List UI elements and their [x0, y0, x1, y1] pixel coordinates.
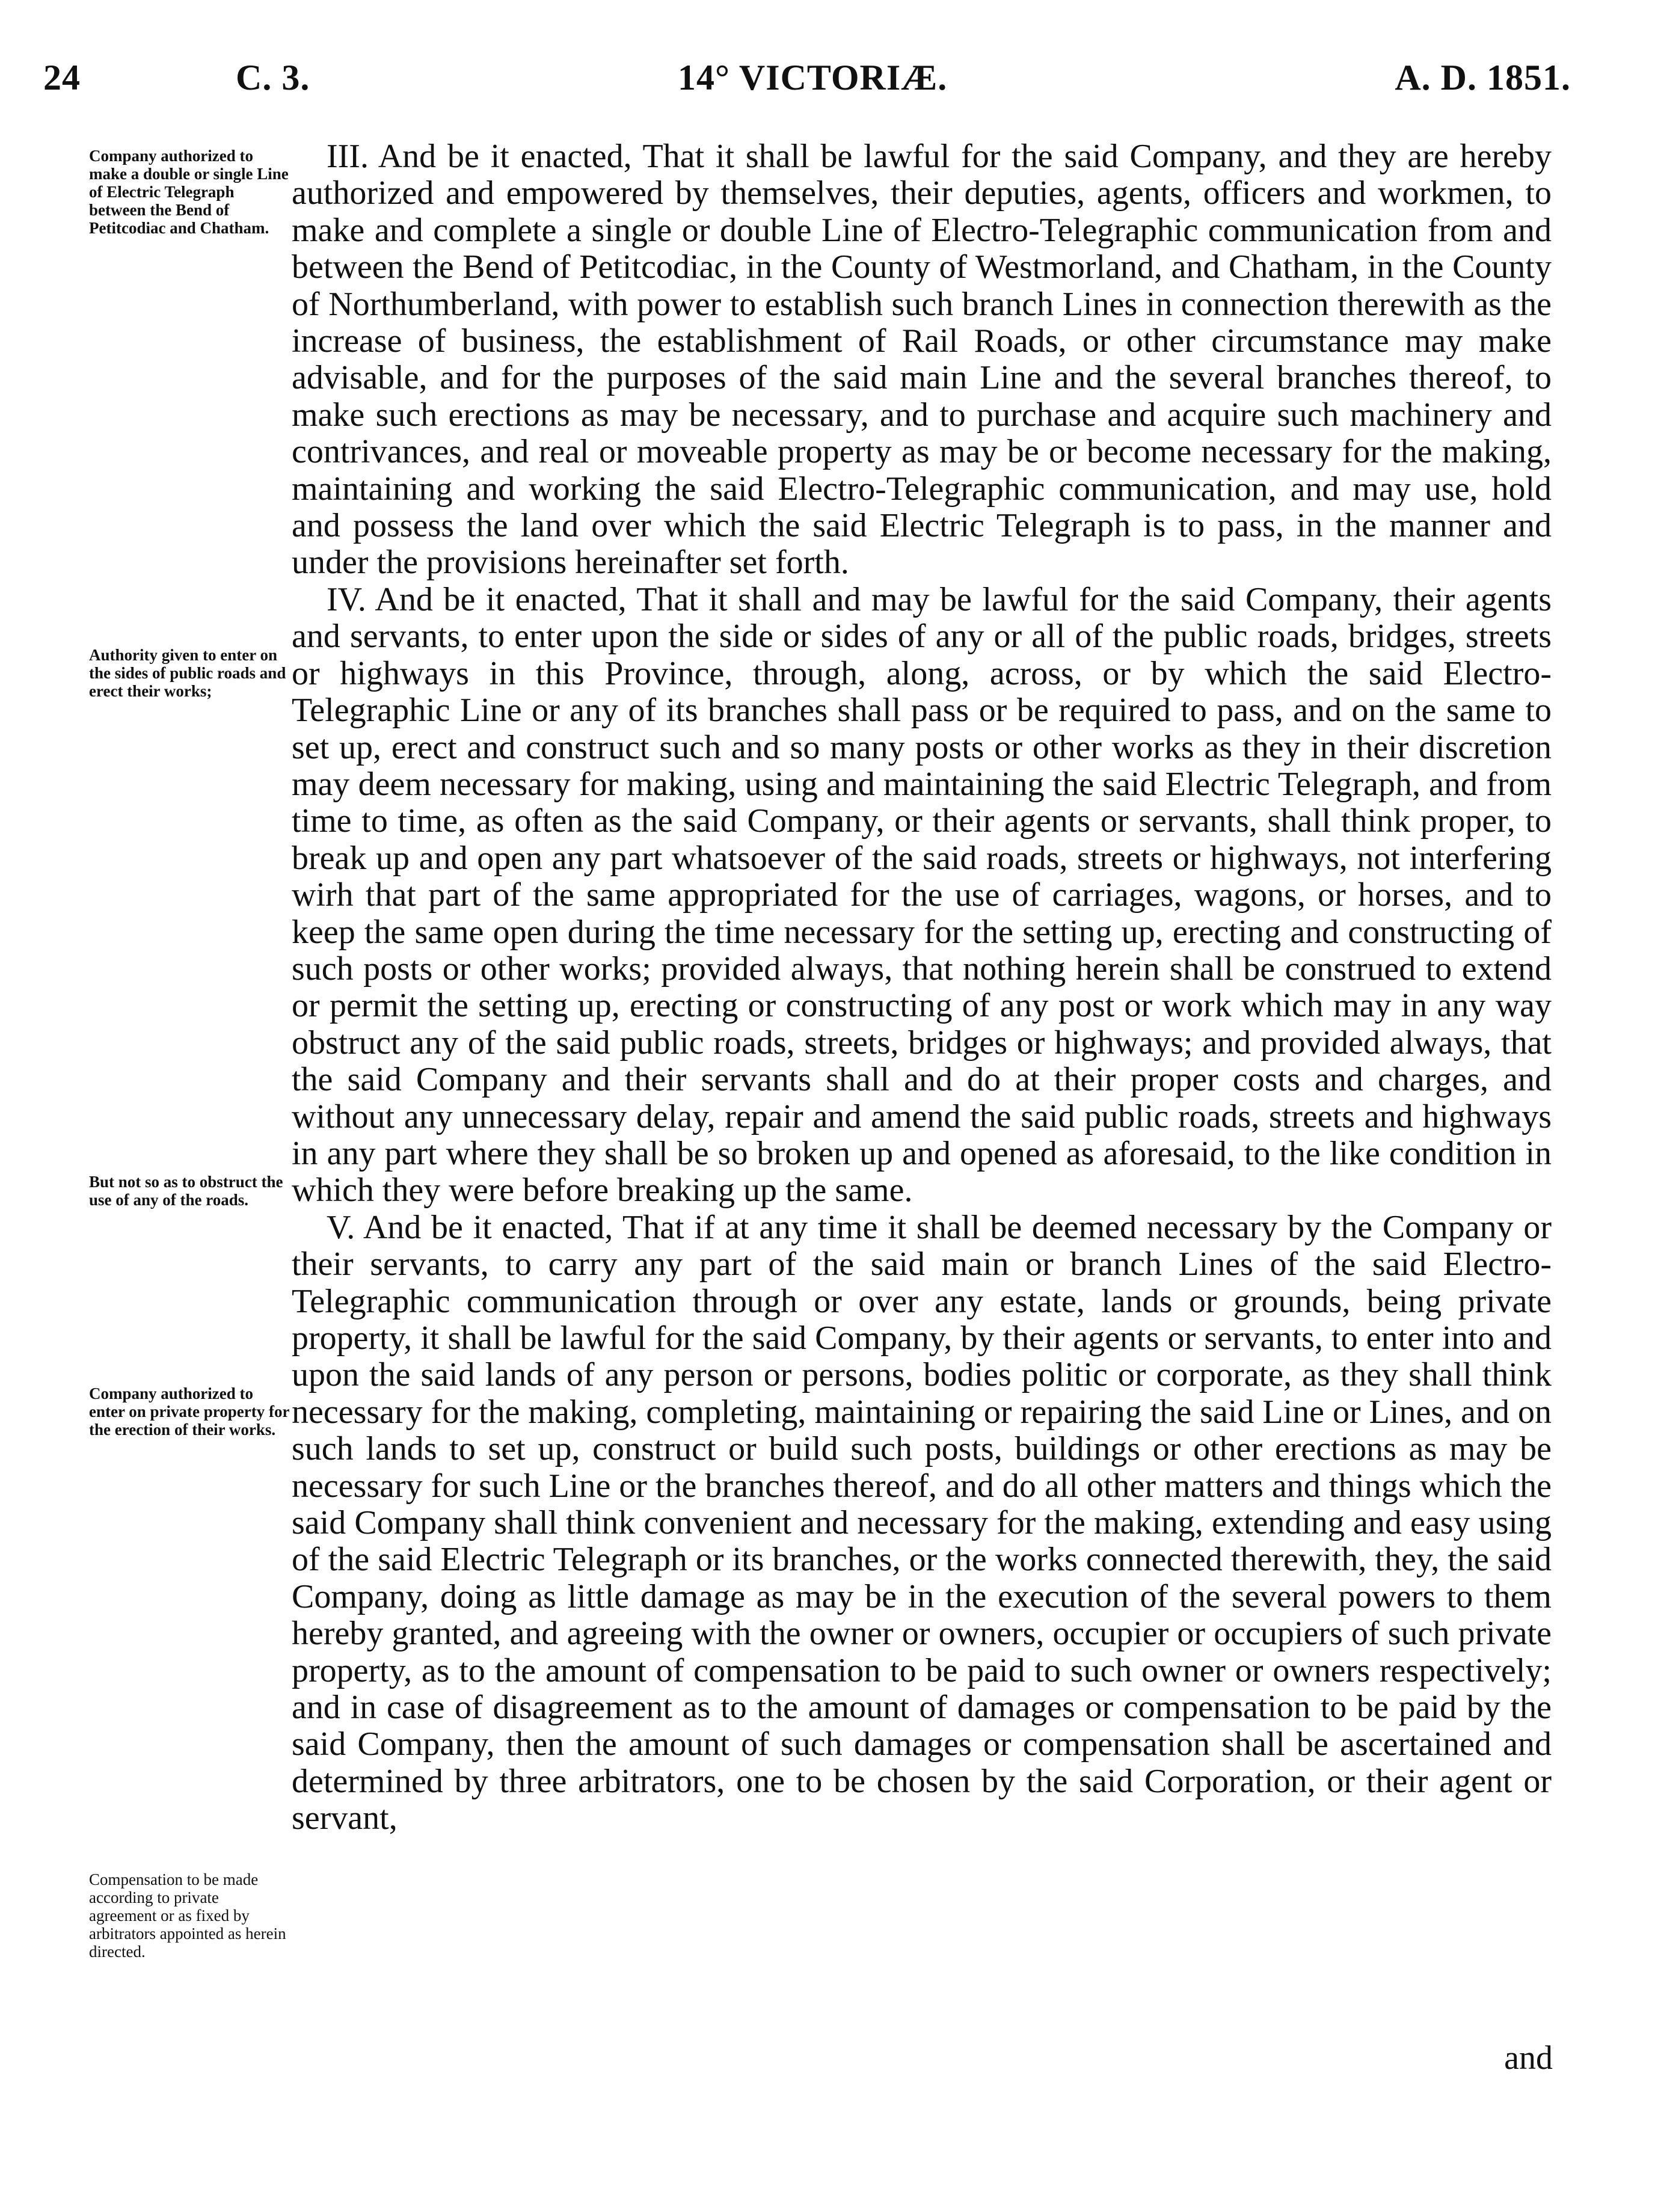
anno-domini-year: A. D. 1851. — [1395, 58, 1571, 97]
margin-note: But not so as to obstruct the use of any of the roads. — [89, 1173, 283, 1209]
catchword: and — [1504, 2039, 1553, 2077]
section-5: V. And be it enacted, That if at any time it shall be deemed necessary by the Company or their servants, to carry any part of the said main or branch Lines of the said Electro-Telegraphic communication through or over any estate, lands or grounds, being private property, it shall be lawful for the said Company, by their agents or servants, to enter into and upon the said lands of any person or persons, bodies politic or corporate, as they shall think necessary for the making, completing, maintaining or repairing the said Line or Lines, and on such lands to set up, construct or build such posts, buildings or other erections as may be necessary for such Line or the branches thereof, and do all other matters and things which the said Company shall think convenient and necessary for the making, extending and easy using of the said Electric Telegraph or its branches, or the works connected therewith, they, the said Company, doing as little damage as may be in the execution of the several powers to them hereby granted, and agreeing with the owner or owners, occupier or occupiers of such private property, as to the amount of compensation to be paid to such owner or owners respectively; and in case of disagreement as to the amount of damages or compensation to be paid by the said Company, then the amount of such damages or compensation shall be ascertained and determined by three arbitrators, one to be chosen by the said Corporation, or their agent or servant, — [292, 1208, 1552, 1837]
regnal-year: 14° VICTORIÆ. — [678, 58, 948, 97]
margin-note: Compensation to be made according to private agreement or as fixed by arbitrators appointed as herein directed. — [89, 1870, 286, 1961]
section-4: IV. And be it enacted, That it shall and may be lawful for the said Company, their agents and servants, to enter upon the side or sides of any or all of the public roads, bridges, streets or highways in this Province, through, along, across, or by which the said Electro-Telegraphic Line or any of its branches shall pass or be required to pass, and on the same to set up, erect and construct such and so many posts or other works as they in their discretion may deem necessary for making, using and maintaining the said Electric Telegraph, and from time to time, as often as the said Company, or their agents or servants, shall think proper, to break up and open any part whatsoever of the said roads, streets or highways, not interfering wirh that part of the same appropriated for the use of carriages, wagons, or horses, and to keep the same open during the time necessary for the setting up, erecting and constructing of such posts or other works; provided always, that nothing herein shall be construed to extend or permit the setting up, erecting or constructing of any post or work which may in any way obstruct any of the said public roads, streets, bridges or highways; and provided always, that the said Company and their servants shall and do at their proper costs and charges, and without any unnecessary delay, repair and amend the said public roads, streets and highways in any part where they shall be so broken up and opened as aforesaid, to the like condition in which they were before breaking up the same. — [292, 580, 1552, 1209]
page-header — [43, 57, 1571, 105]
page-number: 24 — [43, 58, 81, 97]
margin-note: Company authorized to enter on private property for the erection of their works. — [89, 1384, 289, 1439]
section-3: III. And be it enacted, That it shall be lawful for the said Company, and they are hereby authorized and empowered by themselves, their deputies, agents, officers and workmen, to make and complete a single or double Line of Electro-Telegraphic communication from and between the Bend of Petitcodiac, in the County of Westmorland, and Chatham, in the County of Northumberland, with power to establish such branch Lines in connection therewith as the increase of business, the establishment of Rail Roads, or other circumstance may make advisable, and for the purposes of the said main Line and the several branches thereof, to make such erections as may be necessary, and to purchase and acquire such machinery and contrivances, and real or moveable property as may be or become necessary for the making, maintaining and working the said Electro-Telegraphic communication, and may use, hold and possess the land over which the said Electric Telegraph is to pass, in the manner and under the provisions hereinafter set forth. — [292, 138, 1552, 582]
chapter-number: C. 3. — [236, 58, 310, 97]
margin-note: Company authorized to make a double or single Line of Electric Telegraph between the Bend of Petitcodiac and Chatham. — [89, 147, 289, 237]
margin-note: Authority given to enter on the sides of public roads and erect their works; — [89, 646, 286, 700]
statute-text — [292, 138, 1552, 1837]
